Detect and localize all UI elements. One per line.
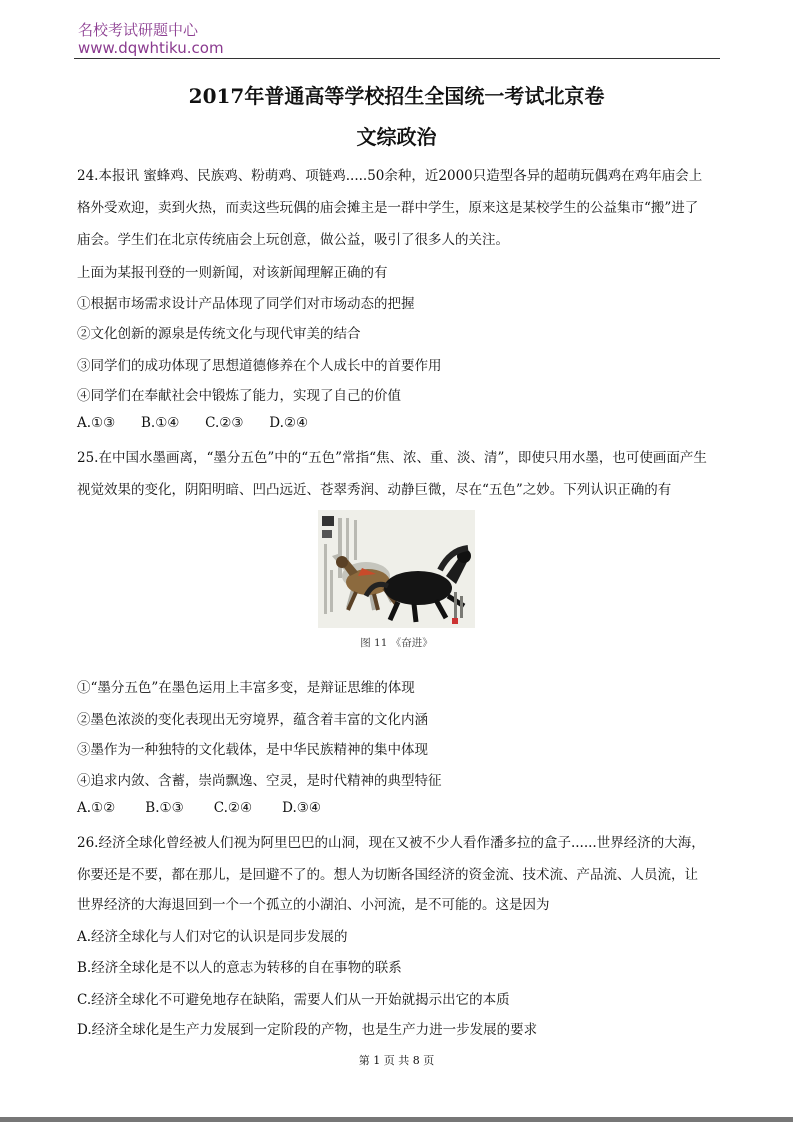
q25-item-3: ③墨作为一种独特的文化载体，是中华民族精神的集中体现 — [77, 742, 428, 758]
q26-line-2: 你要还是不要，都在那儿，是回避不了的。想人为切断各国经济的资金流、技术流、产品流、人员流，让 — [77, 867, 698, 883]
q24-line-1: 24.本报讯 蜜蜂鸡、民族鸡、粉萌鸡、项链鸡.....50余种，近2000只造型各异的超萌玩偶鸡在鸡年庙会上 — [77, 168, 703, 184]
q26-line-3: 世界经济的大海退回到一个一个孤立的小湖泊、小河流，是不可能的。这是因为 — [77, 897, 550, 913]
q24-prompt: 上面为某报刊登的一则新闻，对该新闻理解正确的有 — [77, 265, 388, 281]
q25-line-1: 25.在中国水墨画离，“墨分五色”中的“五色”常指“焦、浓、重、淡、清”，即使只用水墨，也可使画面产生 — [77, 450, 707, 466]
q26-line-1: 26.经济全球化曾经被人们视为阿里巴巴的山洞，现在又被不少人看作潘多拉的盒子......世界经济的大海， — [77, 835, 705, 851]
q26-choice-c: C.经济全球化不可避免地存在缺陷，需要人们从一开始就揭示出它的本质 — [77, 992, 510, 1008]
q24-item-4: ④同学们在奉献社会中锻炼了能力，实现了自己的价值 — [77, 388, 401, 404]
q26-choice-a: A.经济全球化与人们对它的认识是同步发展的 — [77, 929, 348, 945]
q24-item-2: ②文化创新的源泉是传统文化与现代审美的结合 — [77, 326, 361, 342]
bottom-edge — [0, 1117, 793, 1122]
page-footer: 第 1 页 共 8 页 — [358, 1054, 435, 1067]
q24-item-1: ①根据市场需求设计产品体现了同学们对市场动态的把握 — [77, 296, 415, 312]
q25-item-1: ①“墨分五色”在墨色运用上丰富多变，是辩证思维的体现 — [77, 680, 415, 696]
page-title: 2017年普通高等学校招生全国统一考试北京卷 — [188, 84, 605, 108]
q25-item-2: ②墨色浓淡的变化表现出无穷境界，蕴含着丰富的文化内涵 — [77, 712, 428, 728]
q25-item-4: ④追求内敛、含蓄，崇尚飘逸、空灵，是时代精神的典型特征 — [77, 773, 442, 789]
figure-caption: 图 11 《奋进》 — [360, 637, 433, 649]
header-site[interactable]: www.dqwhtiku.com — [78, 39, 224, 57]
q24-line-2: 格外受欢迎，卖到火热，而卖这些玩偶的庙会摊主是一群中学生，原来这是某校学生的公益集市“搬”进了 — [77, 200, 699, 216]
q25-line-2: 视觉效果的变化，阴阳明暗、凹凸远近、苍翠秀润、动静巨微，尽在“五色”之妙。下列认识正确的有 — [77, 482, 672, 498]
q25-options: A.①② B.①③ C.②④ D.③④ — [77, 800, 321, 816]
q24-options: A.①③ B.①④ C.②③ D.②④ — [77, 415, 309, 431]
q26-choice-d: D.经济全球化是生产力发展到一定阶段的产物，也是生产力进一步发展的要求 — [77, 1022, 538, 1038]
q26-choice-b: B.经济全球化是不以人的意志为转移的自在事物的联系 — [77, 960, 402, 976]
q24-line-3: 庙会。学生们在北京传统庙会上玩创意，做公益，吸引了很多人的关注。 — [77, 232, 509, 248]
page-subtitle: 文综政治 — [356, 125, 437, 149]
header-org: 名校考试研题中心 — [78, 21, 199, 39]
header-rule — [74, 58, 720, 59]
q24-item-3: ③同学们的成功体现了思想道德修养在个人成长中的首要作用 — [77, 358, 442, 374]
ink-painting-figure — [318, 510, 475, 628]
galloping-horses-image — [318, 510, 475, 628]
